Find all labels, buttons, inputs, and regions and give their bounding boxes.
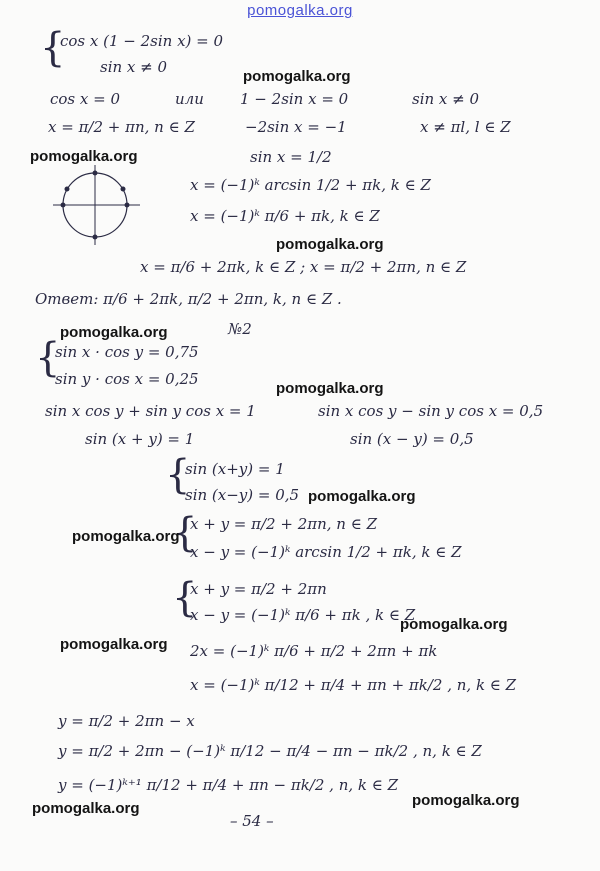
difference-equation: sin x cos y − sin y cos x = 0,5 — [318, 402, 544, 420]
watermark: pomogalka.org — [400, 616, 508, 633]
solution-c: x ≠ πl, l ∈ Z — [420, 118, 511, 136]
system5-line2: x − y = (−1)ᵏ π/6 + πk , k ∈ Z — [190, 606, 416, 624]
difference-result: sin (x − y) = 0,5 — [350, 430, 474, 448]
step-b1: −2sin x = −1 — [245, 118, 347, 136]
y-step2: y = π/2 + 2πn − (−1)ᵏ π/12 − π/4 − πn − πk/2 , n, k ∈ Z — [58, 742, 482, 760]
system5-brace: { — [172, 575, 198, 621]
two-x-equation: 2x = (−1)ᵏ π/6 + π/2 + 2πn + πk — [190, 642, 438, 660]
watermark: pomogalka.org — [60, 636, 168, 653]
system1-line2: sin x ≠ 0 — [100, 58, 168, 76]
system2-line1: sin x · cos y = 0,75 — [55, 343, 199, 361]
watermark: pomogalka.org — [72, 528, 180, 545]
step-b4: x = (−1)ᵏ π/6 + πk, k ∈ Z — [190, 207, 380, 225]
system4-line2: x − y = (−1)ᵏ arcsin 1/2 + πk, k ∈ Z — [190, 543, 462, 561]
case-a: cos x = 0 — [50, 90, 121, 108]
y-step1: y = π/2 + 2πn − x — [58, 712, 195, 730]
case-c: sin x ≠ 0 — [412, 90, 480, 108]
watermark: pomogalka.org — [276, 236, 384, 253]
y-step3: y = (−1)ᵏ⁺¹ π/12 + π/4 + πn − πk/2 , n, k ∈ Z — [58, 776, 399, 794]
site-header-link[interactable]: pomogalka.org — [247, 2, 353, 19]
answer-line: Ответ: π/6 + 2πk, π/2 + 2πn, k, n ∈ Z . — [35, 290, 342, 308]
system4-brace: { — [172, 510, 198, 556]
watermark: pomogalka.org — [30, 148, 138, 165]
system3-line2: sin (x−y) = 0,5 — [185, 486, 300, 504]
step-b2: sin x = 1/2 — [250, 148, 332, 166]
watermark: pomogalka.org — [276, 380, 384, 397]
watermark: pomogalka.org — [60, 324, 168, 341]
system3-line1: sin (x+y) = 1 — [185, 460, 285, 478]
page-number: – 54 – — [230, 812, 274, 830]
watermark: pomogalka.org — [308, 488, 416, 505]
section-number: №2 — [228, 320, 252, 338]
sum-result: sin (x + y) = 1 — [85, 430, 195, 448]
watermark: pomogalka.org — [243, 68, 351, 85]
system2-brace: { — [35, 335, 61, 381]
system-brace: { — [40, 25, 66, 71]
step-b3: x = (−1)ᵏ arcsin 1/2 + πk, k ∈ Z — [190, 176, 431, 194]
case-b: 1 − 2sin x = 0 — [240, 90, 349, 108]
unit-circle-diagram — [45, 160, 155, 250]
final-solutions: x = π/6 + 2πk, k ∈ Z ; x = π/2 + 2πn, n ∈ Z — [140, 258, 467, 276]
system5-line1: x + y = π/2 + 2πn — [190, 580, 327, 598]
sum-equation: sin x cos y + sin y cos x = 1 — [45, 402, 256, 420]
system3-brace: { — [165, 452, 191, 498]
word-ili: или — [175, 90, 204, 108]
system4-line1: x + y = π/2 + 2πn, n ∈ Z — [190, 515, 378, 533]
solution-a: x = π/2 + πn, n ∈ Z — [48, 118, 195, 136]
watermark: pomogalka.org — [32, 800, 140, 817]
system1-line1: cos x (1 − 2sin x) = 0 — [60, 32, 224, 50]
x-result: x = (−1)ᵏ π/12 + π/4 + πn + πk/2 , n, k ∈ Z — [190, 676, 517, 694]
system2-line2: sin y · cos x = 0,25 — [55, 370, 199, 388]
watermark: pomogalka.org — [412, 792, 520, 809]
